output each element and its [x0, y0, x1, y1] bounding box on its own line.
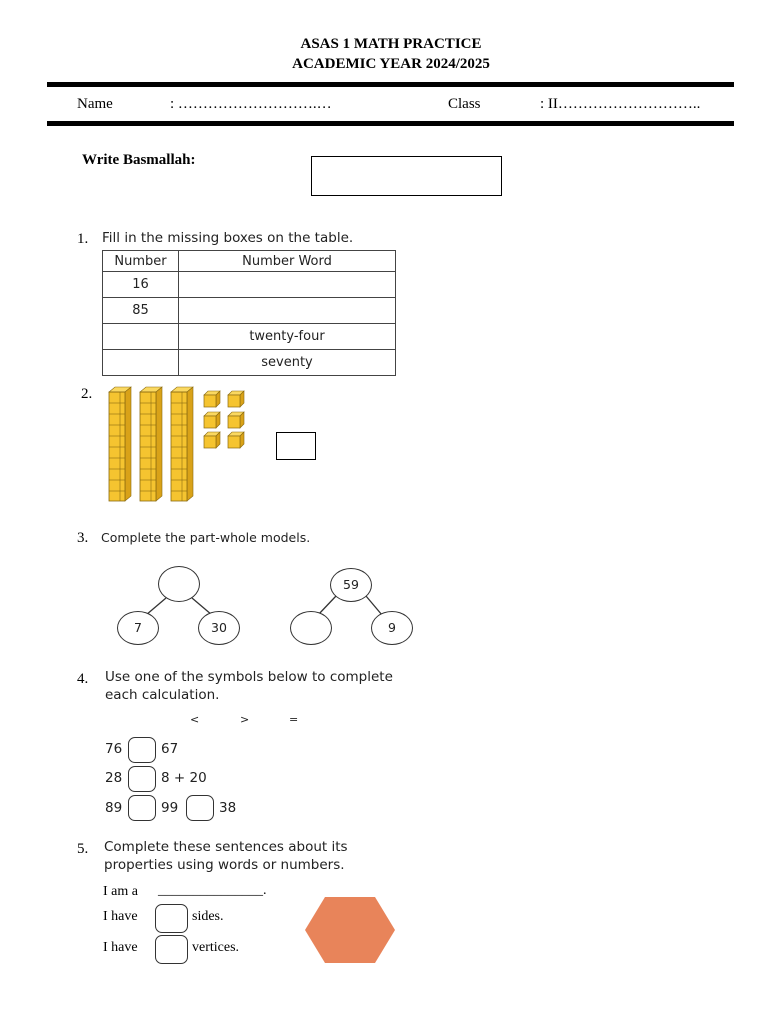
ones-cube-icon	[228, 391, 244, 407]
symbol-equals: =	[289, 713, 299, 726]
table-header-row	[103, 251, 396, 272]
class-field[interactable]: : II………………………..	[540, 96, 701, 112]
table-cell-number: 16	[103, 272, 179, 298]
tens-rod-icon	[140, 387, 162, 501]
q4-instruction-line1: Use one of the symbols below to complete	[105, 669, 393, 685]
q3-number: 3.	[77, 530, 89, 546]
q4-row1-left: 76	[105, 741, 123, 757]
q5-line3-suffix: vertices.	[192, 940, 240, 955]
ones-cube-icon	[204, 391, 220, 407]
bottom-rule	[47, 121, 734, 126]
table-cell-word: seventy	[179, 350, 396, 376]
q4-row2-left: 28	[105, 770, 123, 786]
name-field[interactable]: : ……………………….…	[170, 96, 332, 112]
name-label: Name	[77, 96, 113, 112]
base-ten-blocks	[104, 386, 254, 504]
ones-cube-icon	[204, 412, 220, 428]
model2-part2-circle: 9	[371, 611, 413, 645]
q5-sides-box[interactable]	[155, 904, 188, 933]
worksheet-title: ASAS 1 MATH PRACTICE	[300, 36, 482, 52]
class-label: Class	[448, 96, 481, 112]
q4-row3-symbol-box-1[interactable]	[128, 795, 156, 821]
table-row	[103, 350, 396, 376]
q5-vertices-box[interactable]	[155, 935, 188, 964]
q2-number: 2.	[81, 386, 93, 402]
q3-instruction: Complete the part-whole models.	[101, 530, 311, 545]
top-rule	[47, 82, 734, 87]
model2-part1-circle[interactable]	[290, 611, 332, 645]
table-header-number: Number	[103, 251, 179, 272]
q4-row1-right: 67	[161, 741, 179, 757]
tens-rod-icon	[109, 387, 131, 501]
q4-number: 4.	[77, 671, 89, 687]
q4-instruction-line2: each calculation.	[105, 687, 220, 703]
q1-instruction: Fill in the missing boxes on the table.	[102, 230, 354, 246]
q5-line3-prefix: I have	[103, 940, 138, 955]
q5-shape-name-blank[interactable]: _______________.	[158, 883, 267, 898]
q5-line1-prefix: I am a	[103, 884, 138, 899]
q4-row3-middle: 99	[161, 800, 179, 816]
table-cell-number: 85	[103, 298, 179, 324]
hexagon-icon	[304, 896, 396, 964]
ones-cube-icon	[228, 412, 244, 428]
ones-cube-icon	[228, 432, 244, 448]
q5-instruction-line1: Complete these sentences about its	[104, 839, 348, 855]
q1-number: 1.	[77, 231, 89, 247]
table-row	[103, 324, 396, 350]
q4-row3-symbol-box-2[interactable]	[186, 795, 214, 821]
table-row	[103, 272, 396, 298]
number-table	[102, 250, 396, 376]
q5-instruction-line2: properties using words or numbers.	[104, 857, 345, 873]
q5-line2-prefix: I have	[103, 909, 138, 924]
model1-part1-circle: 7	[117, 611, 159, 645]
symbol-greater-than: >	[240, 713, 250, 726]
table-cell-word-blank[interactable]	[179, 298, 396, 324]
basmallah-answer-box[interactable]	[311, 156, 502, 196]
q4-row2-right: 8 + 20	[161, 770, 207, 786]
q5-number: 5.	[77, 841, 89, 857]
table-row	[103, 298, 396, 324]
q4-row3-right: 38	[219, 800, 237, 816]
table-cell-number-blank[interactable]	[103, 324, 179, 350]
q4-row3-left: 89	[105, 800, 123, 816]
q5-line2-suffix: sides.	[192, 909, 224, 924]
q2-answer-box[interactable]	[276, 432, 316, 460]
tens-rod-icon	[171, 387, 193, 501]
model1-part2-circle: 30	[198, 611, 240, 645]
model2-whole-circle: 59	[330, 568, 372, 602]
symbol-less-than: <	[190, 713, 200, 726]
table-cell-word-blank[interactable]	[179, 272, 396, 298]
table-cell-word: twenty-four	[179, 324, 396, 350]
q4-row2-symbol-box[interactable]	[128, 766, 156, 792]
table-cell-number-blank[interactable]	[103, 350, 179, 376]
ones-cube-icon	[204, 432, 220, 448]
model1-whole-circle[interactable]	[158, 566, 200, 602]
q4-row1-symbol-box[interactable]	[128, 737, 156, 763]
academic-year: ACADEMIC YEAR 2024/2025	[292, 56, 490, 72]
table-header-word: Number Word	[179, 251, 396, 272]
basmallah-label: Write Basmallah:	[82, 152, 196, 168]
